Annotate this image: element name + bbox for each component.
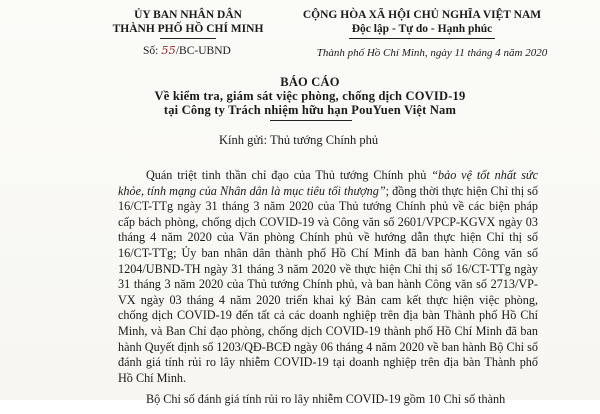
motto-underline	[349, 38, 495, 39]
national-motto: Độc lập - Tự do - Hạnh phúc	[351, 23, 493, 35]
agency-header	[88, 8, 288, 36]
p1-quote: “bảo vệ tốt nhất sức khỏe, tính mạng của Nhân dân là mục tiêu tối thượng”	[118, 168, 538, 198]
doc-number-value: 55	[161, 43, 176, 57]
agency-underline	[160, 38, 216, 39]
doc-number-suffix: /BC-UBND	[175, 45, 231, 57]
body-paragraph-1	[118, 168, 538, 386]
report-subtitle-1: Về kiểm tra, giám sát việc phòng, chống dịch COVID-19	[154, 89, 466, 103]
national-header	[262, 8, 582, 36]
report-body	[118, 168, 538, 414]
report-subtitle-2: tại Công ty Trách nhiệm hữu hạn PouYuen Việt Nam	[163, 103, 457, 117]
doc-number-prefix: Số:	[143, 45, 159, 57]
document-number	[143, 43, 283, 58]
place-date: Thành phố Hồ Chí Minh, ngày 11 tháng 4 năm 2020	[316, 47, 548, 59]
recipient-line: Kính gửi: Thủ tướng Chính phủ	[219, 133, 379, 147]
agency-line1: ỦY BAN NHÂN DÂN	[134, 9, 242, 21]
agency-line2: THÀNH PHỐ HỒ CHÍ MINH	[112, 23, 264, 35]
title-underline	[270, 120, 352, 121]
national-title: CỘNG HÒA XÃ HỘI CHỦ NGHĨA VIỆT NAM	[302, 9, 542, 21]
p1-rest: ; đồng thời thực hiện Chỉ thị số 16/CT-TTg ngày 31 tháng 3 năm 2020 của Thủ tướng Chính phủ về các biện pháp cấp bách phòng, chống dịch COVID-19 và Công văn số 2601/VPCP-KGVX ngày 03 tháng 4 năm 2020 của Văn phòng Chính phủ về hướng dẫn thực hiện Chỉ thị số 16/CT-TTg; Ủy ban nhân dân thành phố Hồ Chí Minh đã ban hành Công văn số 1204/UBND-TH ngày 31 tháng 3 năm 2020 về thực hiện Chỉ thị số 16/CT-TTg ngày 31 tháng 3 năm 2020 của Thủ tướng Chính phủ, và ban hành Công văn số 2713/VP-VX ngày 03 tháng 4 năm 2020 triển khai ký Bản cam kết thực hiện việc phòng, chống dịch COVID-19 đến tất cả các doanh nghiệp trên địa bàn Thành phố Hồ Chí Minh, và Ban Chỉ đạo phòng, chống dịch COVID-19 thành phố Hồ Chí Minh đã ban hành Quyết định số 1203/QĐ-BCĐ ngày 06 tháng 4 năm 2020 về ban hành Bộ Chỉ số đánh giá tính rủi ro lây nhiễm COVID-19 tại doanh nghiệp trên địa bàn Thành phố Hồ Chí Minh.	[118, 183, 538, 385]
body-paragraph-2: Bộ Chỉ số đánh giá tính rủi ro lây nhiễm COVID-19 gồm 10 Chỉ số thành	[146, 392, 506, 407]
report-title: BÁO CÁO	[280, 75, 340, 89]
p1-lead: Quán triệt tinh thần chỉ đạo của Thủ tướng Chính phủ	[146, 168, 427, 182]
